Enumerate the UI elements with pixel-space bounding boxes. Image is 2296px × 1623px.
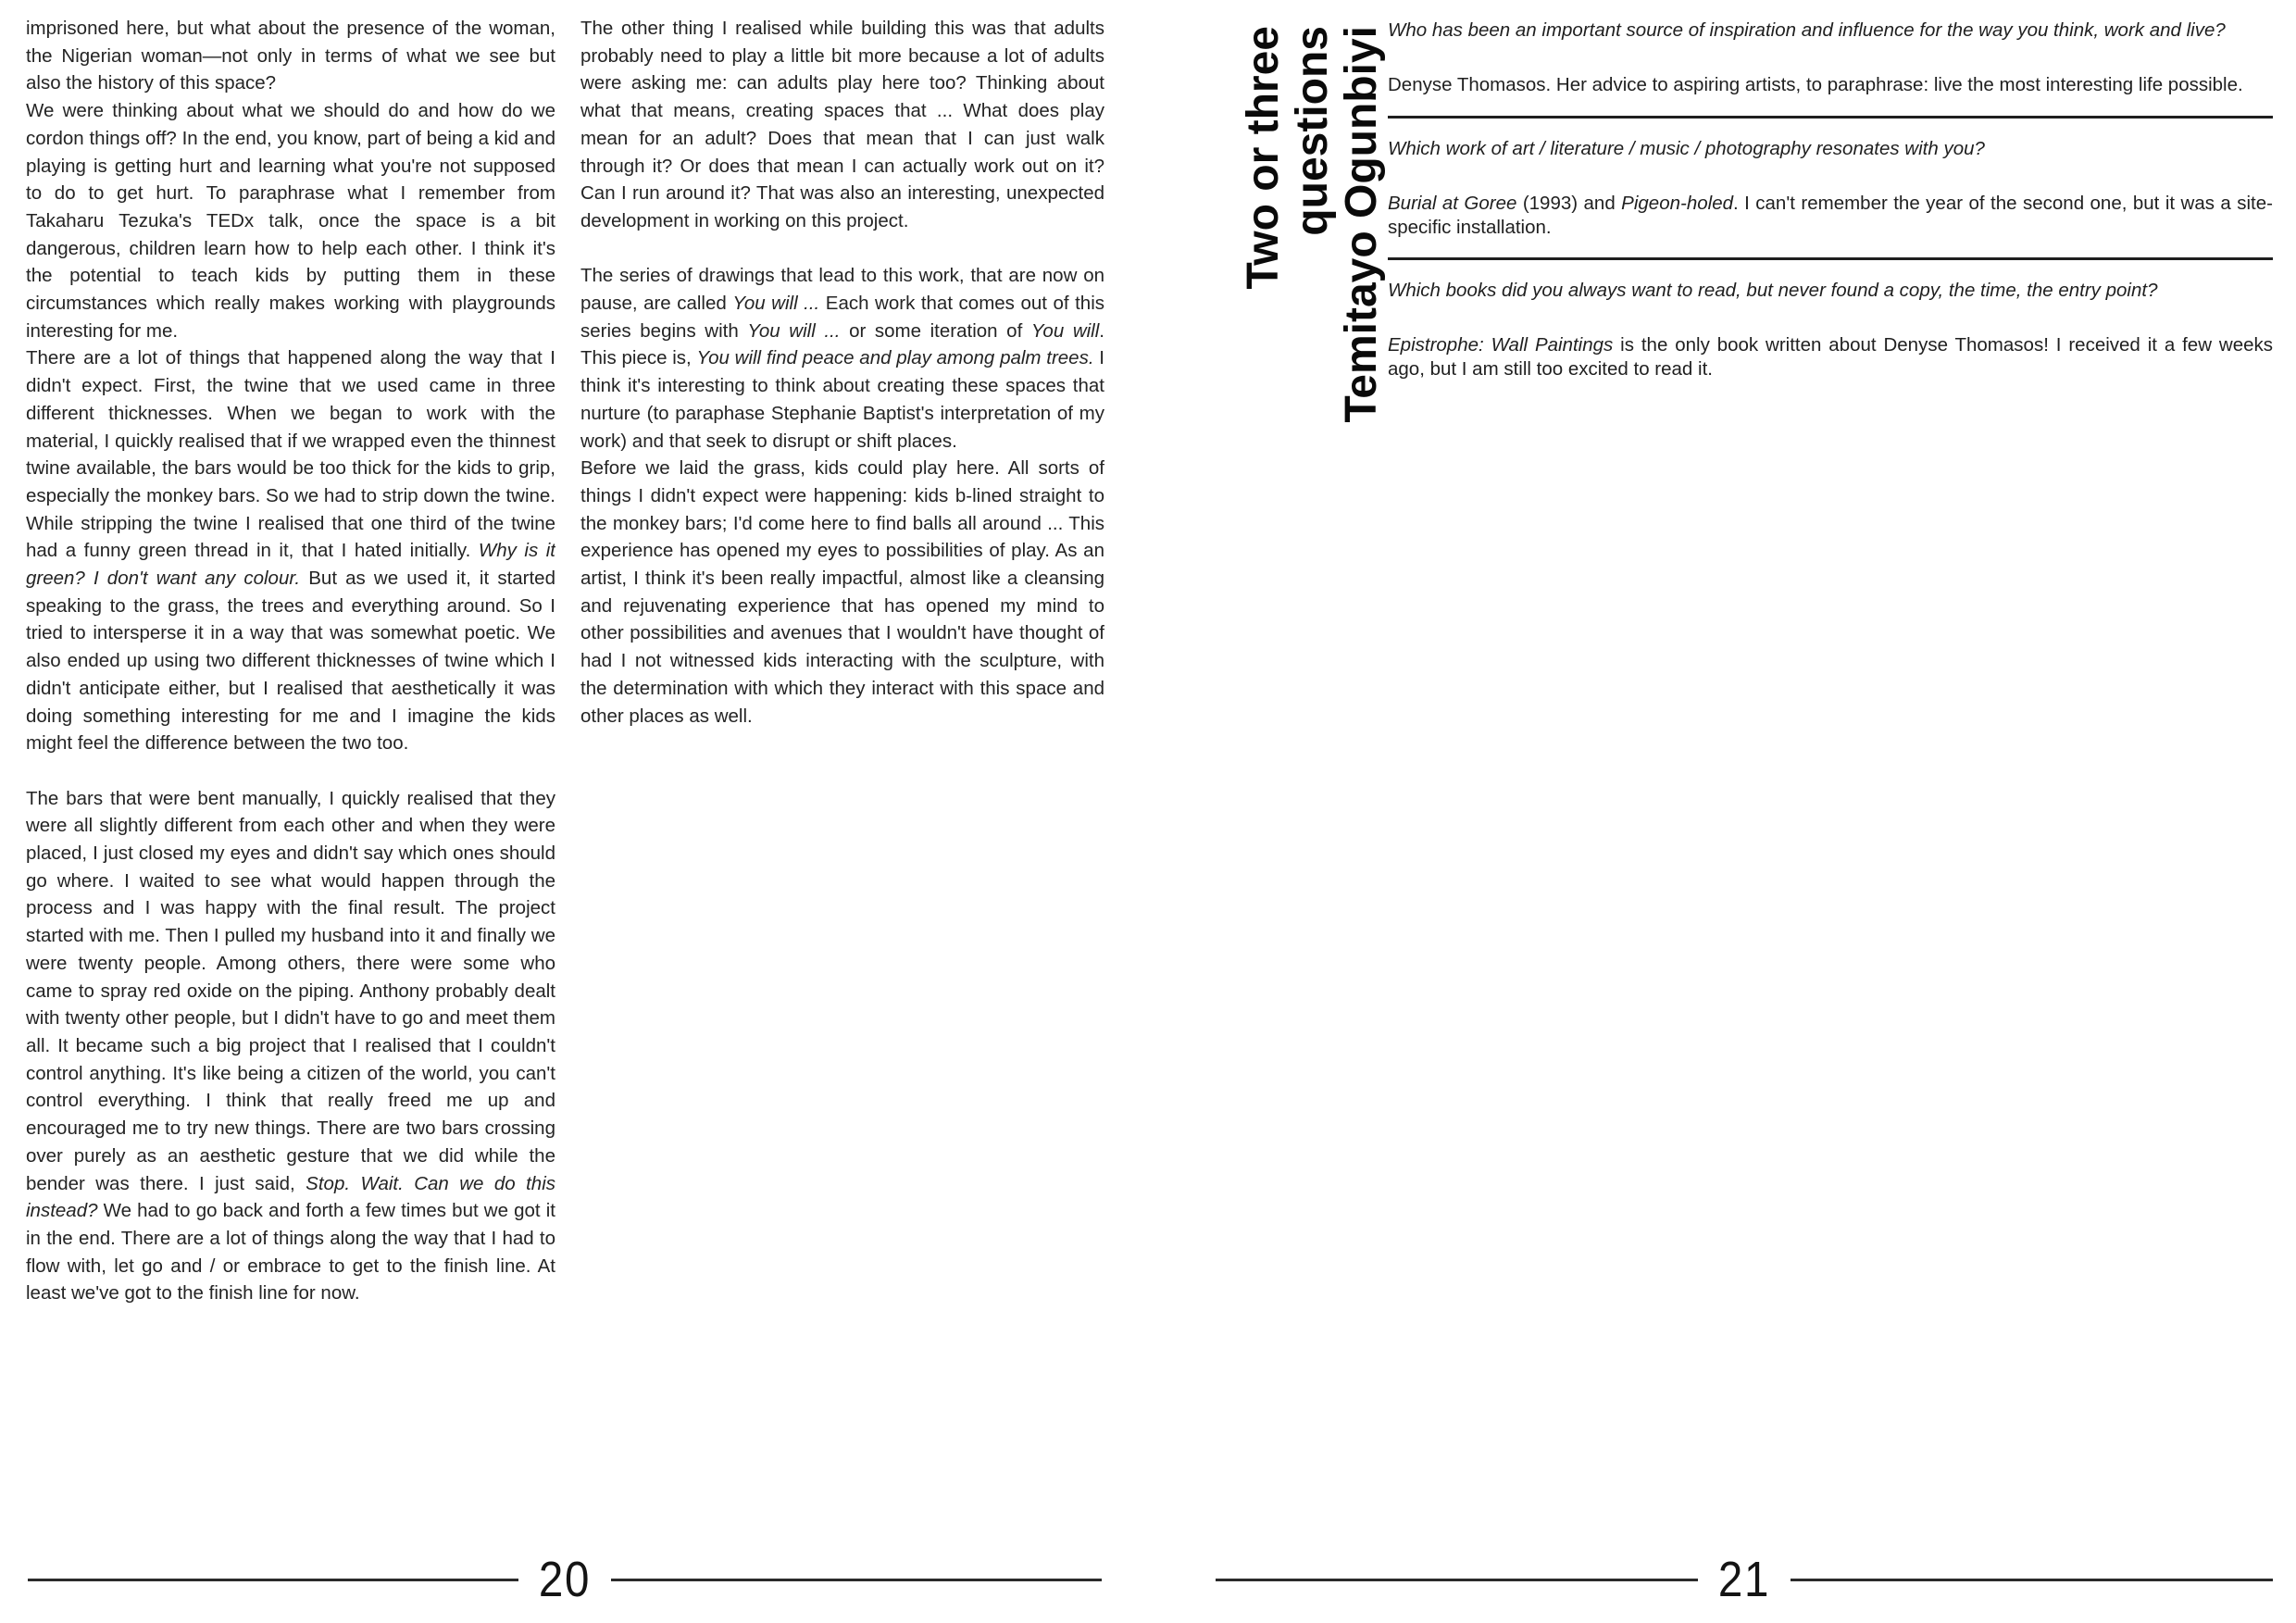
text-block: [26, 15, 555, 757]
text-block: [26, 785, 555, 1307]
paragraph: We were thinking about what we should do and how do we cordon things off? In the end, you know, part of being a kid and playing is getting hurt and learning what you're not supposed to do to get hurt. To paraphrase what I remember from Takaharu Tezuka's TEDx talk, once the space is a bit dangerous, children learn how to help each other. I think it's the potential to teach kids by putting them in these circumstances which really makes working with playgrounds interesting for me.: [26, 100, 555, 342]
interview-question: Which work of art / literature / music / photography resonates with you?: [1388, 137, 1985, 159]
text-block: [580, 262, 1104, 730]
interview-answer: Epistrophe: Wall Paintings is the only book written about Denyse Thomasos! I received it a few weeks ago, but I am still too excited to read it.: [1388, 334, 2273, 380]
rotated-article-title: [1239, 26, 1386, 435]
paragraph: The series of drawings that lead to this work, that are now on pause, are called You will ... Each work that comes out of this series begins with You will ... or some iteration of You will. This piece is, You will find peace and play among palm trees. I think it's interesting to think about creating these spaces that nurture (to paraphase Stephanie Baptist's interpretation of my work) and that seek to disrupt or shift places.: [580, 265, 1104, 452]
section-divider: [1388, 116, 2273, 119]
footer-rule: [611, 1579, 1102, 1581]
page-number-right: 21: [1717, 1552, 1771, 1607]
paragraph: The bars that were bent manually, I quickly realised that they were all slightly different from each other and when they were placed, I just closed my eyes and didn't say which ones should go where. I waited to see what would happen through the process and I was happy with the final result. The project started with me. Then I pulled my husband into it and finally we were twenty people. Among others, there were some who came to spray red oxide on the piping. Anthony probably dealt with twenty other people, but I didn't have to go and meet them all. It became such a big project that I realised that I couldn't control anything. It's like being a citizen of the world, you can't control everything. I think that really freed me up and encouraged me to try new things. There are two bars crossing over purely as an aesthetic gesture that we did while the bender was there. I just said, Stop. Wait. Can we do this instead? We had to go back and forth a few times but we got it in the end. There are a lot of things along the way that I had to flow with, let go and / or embrace to get to the finish line. At least we've got to the finish line for now.: [26, 787, 555, 1305]
interview-qa-section: [1388, 19, 2273, 593]
left-page-column-1: [26, 15, 555, 1542]
paragraph: There are a lot of things that happened along the way that I didn't expect. First, the twine that we used came in three different thicknesses. When we began to work with the material, I quickly realised that if we wrapped even the thinnest twine available, the bars would be too thick for the kids to grip, especially the monkey bars. So we had to strip down the twine. While stripping the twine I realised that one third of the twine had a funny green thread in it, that I hated initially. Why is it green? I don't want any colour. But as we used it, it started speaking to the grass, the trees and everything around. So I tried to intersperse it in a way that was somewhat poetic. We also ended up using two different thicknesses of twine which I didn't anticipate either, but I realised that aesthetically it was doing something interesting for me and I imagine the kids might feel the difference between the two too.: [26, 347, 555, 755]
text-block: [580, 15, 1104, 235]
rotated-title-line: questions: [1288, 26, 1337, 236]
footer-rule: [1791, 1579, 2273, 1581]
interview-question: Who has been an important source of inspiration and influence for the way you think, work and live?: [1388, 19, 2226, 41]
rotated-title-line: Temitayo Ogunbiyi: [1337, 26, 1386, 423]
right-page-footer: [1216, 1552, 2273, 1607]
page-number-left: 20: [538, 1552, 592, 1607]
left-page-column-2: [580, 15, 1104, 1542]
interview-question: Which books did you always want to read, but never found a copy, the time, the entry point?: [1388, 280, 2158, 302]
footer-rule: [28, 1579, 518, 1581]
rotated-title-line: Two or three: [1239, 26, 1288, 290]
section-divider: [1388, 257, 2273, 260]
paragraph: imprisoned here, but what about the presence of the woman, the Nigerian woman—not only in terms of what we see but also the history of this space?: [26, 18, 555, 94]
footer-rule: [1216, 1579, 1698, 1581]
paragraph: Before we laid the grass, kids could play here. All sorts of things I didn't expect were happening: kids b-lined straight to the monkey bars; I'd come here to find balls all around ... This experience has opened my eyes to possibilities of play. As an artist, I think it's been really impactful, almost like a cleansing and rejuvenating experience that has opened my mind to other possibilities and avenues that I wouldn't have thought of had I not witnessed kids interacting with the sculpture, with the determination with which they interact with this space and other places as well.: [580, 457, 1104, 727]
left-page-footer: [28, 1552, 1102, 1607]
paragraph: The other thing I realised while building this was that adults probably need to play a little bit more because a lot of adults were asking me: can adults play here too? Thinking about what that means, creating spaces that ... What does play mean for an adult? Does that mean that I can just walk through it? Or does that mean I can actually work out on it? Can I run around it? That was also an interesting, unexpected development in working on this project.: [580, 18, 1104, 231]
interview-answer: Burial at Goree (1993) and Pigeon-holed. I can't remember the year of the second one, but it was a site-specific installation.: [1388, 193, 2273, 238]
interview-answer: Denyse Thomasos. Her advice to aspiring artists, to paraphrase: live the most interesting life possible.: [1388, 74, 2243, 96]
